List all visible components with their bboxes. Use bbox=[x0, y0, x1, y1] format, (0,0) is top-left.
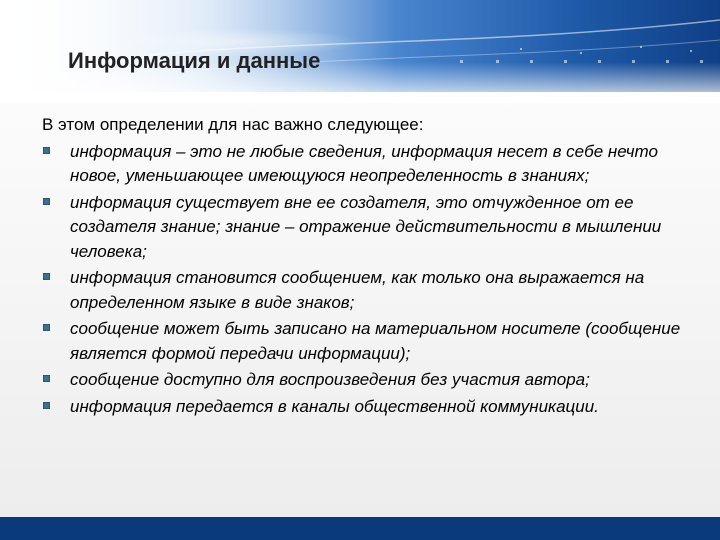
list-item bbox=[42, 266, 707, 315]
square-bullet-icon bbox=[42, 272, 51, 281]
slide-title: Информация и данные bbox=[68, 48, 321, 73]
square-bullet-icon bbox=[42, 197, 51, 206]
list-item-text: информация становится сообщением, как только она выражается на определенном языке в виде знаков; bbox=[70, 268, 645, 312]
footer-bar bbox=[0, 517, 720, 540]
list-item-text: информация – это не любые сведения, информация несет в себе нечто новое, уменьшающее имеющуюся неопределенность в знаниях; bbox=[70, 141, 658, 185]
slide-body bbox=[42, 113, 707, 419]
list-item bbox=[42, 140, 707, 189]
list-item-text: информация существует вне ее создателя, это отчужденное от ее создателя знание; знание – отражение действительности в мышлении человека; bbox=[70, 192, 662, 261]
bullet-list bbox=[42, 140, 707, 420]
list-item bbox=[42, 317, 707, 366]
list-item-text: информация передается в каналы общественной коммуникации. bbox=[70, 396, 599, 416]
square-bullet-icon bbox=[42, 146, 51, 155]
square-bullet-icon bbox=[42, 374, 51, 383]
list-item bbox=[42, 395, 707, 420]
intro-text: В этом определении для нас важно следующее: bbox=[42, 115, 424, 134]
list-item bbox=[42, 368, 707, 393]
square-bullet-icon bbox=[42, 323, 51, 332]
list-item bbox=[42, 191, 707, 265]
list-item-text: сообщение может быть записано на материальном носителе (сообщение является формой передачи информации); bbox=[70, 319, 681, 363]
square-bullet-icon bbox=[42, 401, 51, 410]
list-item-text: сообщение доступно для воспроизведения без участия автора; bbox=[70, 370, 590, 389]
